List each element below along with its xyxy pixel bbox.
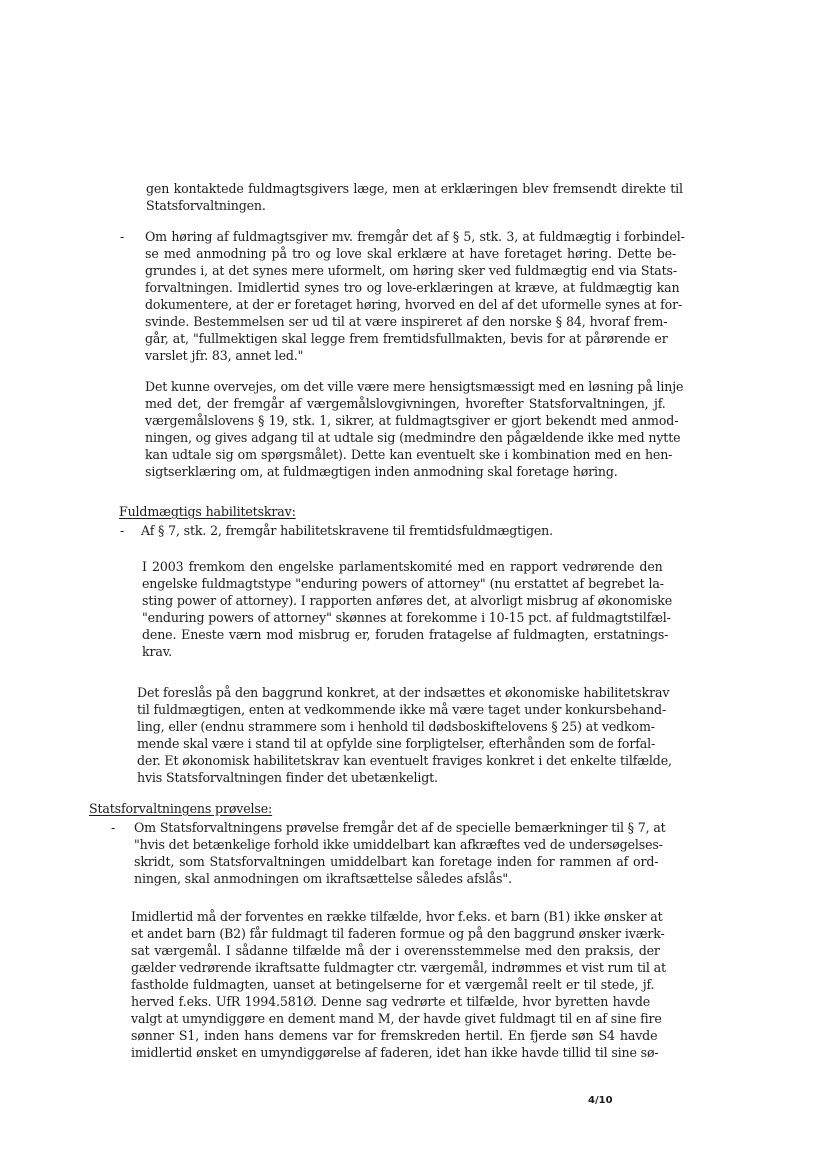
text-line: forvaltningen. Imidlertid synes tro og love-erklæringen at kræve, at fuldmægtig kan: [145, 280, 680, 295]
text-line: sat værgemål. I sådanne tilfælde må der i overensstemmelse med den praksis, der: [131, 943, 660, 958]
text-line: valgt at umyndiggøre en dement mand M, der havde givet fuldmagt til en af sine fire: [131, 1011, 662, 1026]
bullet-marker: -: [120, 523, 125, 538]
text-line: gen kontaktede fuldmagtsgivers læge, men at erklæringen blev fremsendt direkte til: [146, 181, 683, 196]
text-line: Statsforvaltningen.: [146, 198, 266, 213]
text-line: til fuldmægtigen, enten at vedkommende ikke må være taget under konkursbehand-: [137, 702, 667, 717]
text-line: ningen, skal anmodningen om ikraftsættelse således afslås".: [134, 871, 512, 886]
text-line: skridt, som Statsforvaltningen umiddelbart kan foretage inden for rammen af ord-: [134, 854, 659, 869]
text-line: fastholde fuldmagten, uanset at betingelserne for et værgemål reelt er til stede, jf.: [131, 977, 655, 992]
text-line: går, at, "fullmektigen skal legge frem fremtidsfullmakten, bevis for at pårørende er: [145, 331, 668, 346]
page-number: 4/10: [588, 1095, 613, 1106]
text-line: engelske fuldmagtstype "enduring powers of attorney" (nu erstattet af begrebet la-: [142, 576, 664, 591]
text-line: et andet barn (B2) får fuldmagt til faderen formue og på den baggrund ønsker iværk-: [131, 926, 665, 941]
text-line: varslet jfr. 83, annet led.": [145, 348, 304, 363]
text-line: gælder vedrørende ikraftsatte fuldmagter ctr. værgemål, indrømmes et vist rum til at: [131, 960, 666, 975]
text-line: Det kunne overvejes, om det ville være mere hensigtsmæssigt med en løsning på linje: [145, 379, 684, 394]
text-line: grundes i, at det synes mere uformelt, om høring sker ved fuldmægtig end via Stats-: [145, 263, 677, 278]
text-line: der. Et økonomisk habilitetskrav kan eventuelt fraviges konkret i det enkelte tilfælde,: [137, 753, 672, 768]
text-line: se med anmodning på tro og love skal erklære at have foretaget høring. Dette be-: [145, 246, 677, 261]
text-line: Det foreslås på den baggrund konkret, at der indsættes et økonomiske habilitetskrav: [137, 685, 670, 700]
text-line: med det, der fremgår af værgemålslovgivningen, hvorefter Statsforvaltningen, jf.: [145, 396, 666, 411]
text-line: mende skal være i stand til at opfylde sine forpligtelser, efterhånden som de forfal-: [137, 736, 656, 751]
section-heading: Statsforvaltningens prøvelse:: [89, 801, 273, 816]
text-line: "enduring powers of attorney" skønnes at forekomme i 10-15 pct. af fuldmagtstilfæl-: [142, 610, 671, 625]
text-line: sting power of attorney). I rapporten anføres det, at alvorligt misbrug af økonomiske: [142, 593, 673, 608]
text-line: "hvis det betænkelige forhold ikke umiddelbart kan afkræftes ved de undersøgelses-: [134, 837, 663, 852]
text-line: kan udtale sig om spørgsmålet). Dette kan eventuelt ske i kombination med en hen-: [145, 447, 673, 462]
text-line: Om høring af fuldmagtsgiver mv. fremgår det af § 5, stk. 3, at fuldmægtig i forbindel-: [145, 229, 685, 244]
text-line: sigtserklæring om, at fuldmægtigen inden anmodning skal foretage høring.: [145, 464, 618, 479]
text-line: Af § 7, stk. 2, fremgår habilitetskravene til fremtidsfuldmægtigen.: [141, 523, 553, 538]
section-heading: Fuldmægtigs habilitetskrav:: [119, 504, 296, 519]
text-line: herved f.eks. UfR 1994.581Ø. Denne sag vedrørte et tilfælde, hvor byretten havde: [131, 994, 651, 1009]
bullet-marker: -: [120, 229, 125, 244]
text-line: dene. Eneste værn mod misbrug er, foruden fratagelse af fuldmagten, erstatnings-: [142, 627, 669, 642]
text-line: ningen, og gives adgang til at udtale sig (medmindre den pågældende ikke med nytte: [145, 430, 681, 445]
bullet-marker: -: [111, 820, 116, 835]
text-line: ling, eller (endnu strammere som i henhold til dødsboskiftelovens § 25) at vedkom-: [137, 719, 655, 734]
text-line: imidlertid ønsket en umyndiggørelse af faderen, idet han ikke havde tillid til sine sø-: [131, 1045, 659, 1060]
text-line: Imidlertid må der forventes en række tilfælde, hvor f.eks. et barn (B1) ikke ønsker at: [131, 909, 663, 924]
text-line: Om Statsforvaltningens prøvelse fremgår det af de specielle bemærkninger til § 7, at: [134, 820, 666, 835]
text-line: sønner S1, inden hans demens var for fremskreden hertil. En fjerde søn S4 havde: [131, 1028, 658, 1043]
text-line: dokumentere, at der er foretaget høring, hvorved en del af det uformelle synes at for-: [145, 297, 683, 312]
text-line: svinde. Bestemmelsen ser ud til at være inspireret af den norske § 84, hvoraf frem-: [145, 314, 668, 329]
text-line: værgemålslovens § 19, stk. 1, sikrer, at fuldmagtsgiver er gjort bekendt med anmod-: [145, 413, 679, 428]
text-line: I 2003 fremkom den engelske parlamentskomité med en rapport vedrørende den: [142, 559, 663, 574]
text-line: hvis Statsforvaltningen finder det ubetænkeligt.: [137, 770, 438, 785]
text-line: krav.: [142, 644, 173, 659]
